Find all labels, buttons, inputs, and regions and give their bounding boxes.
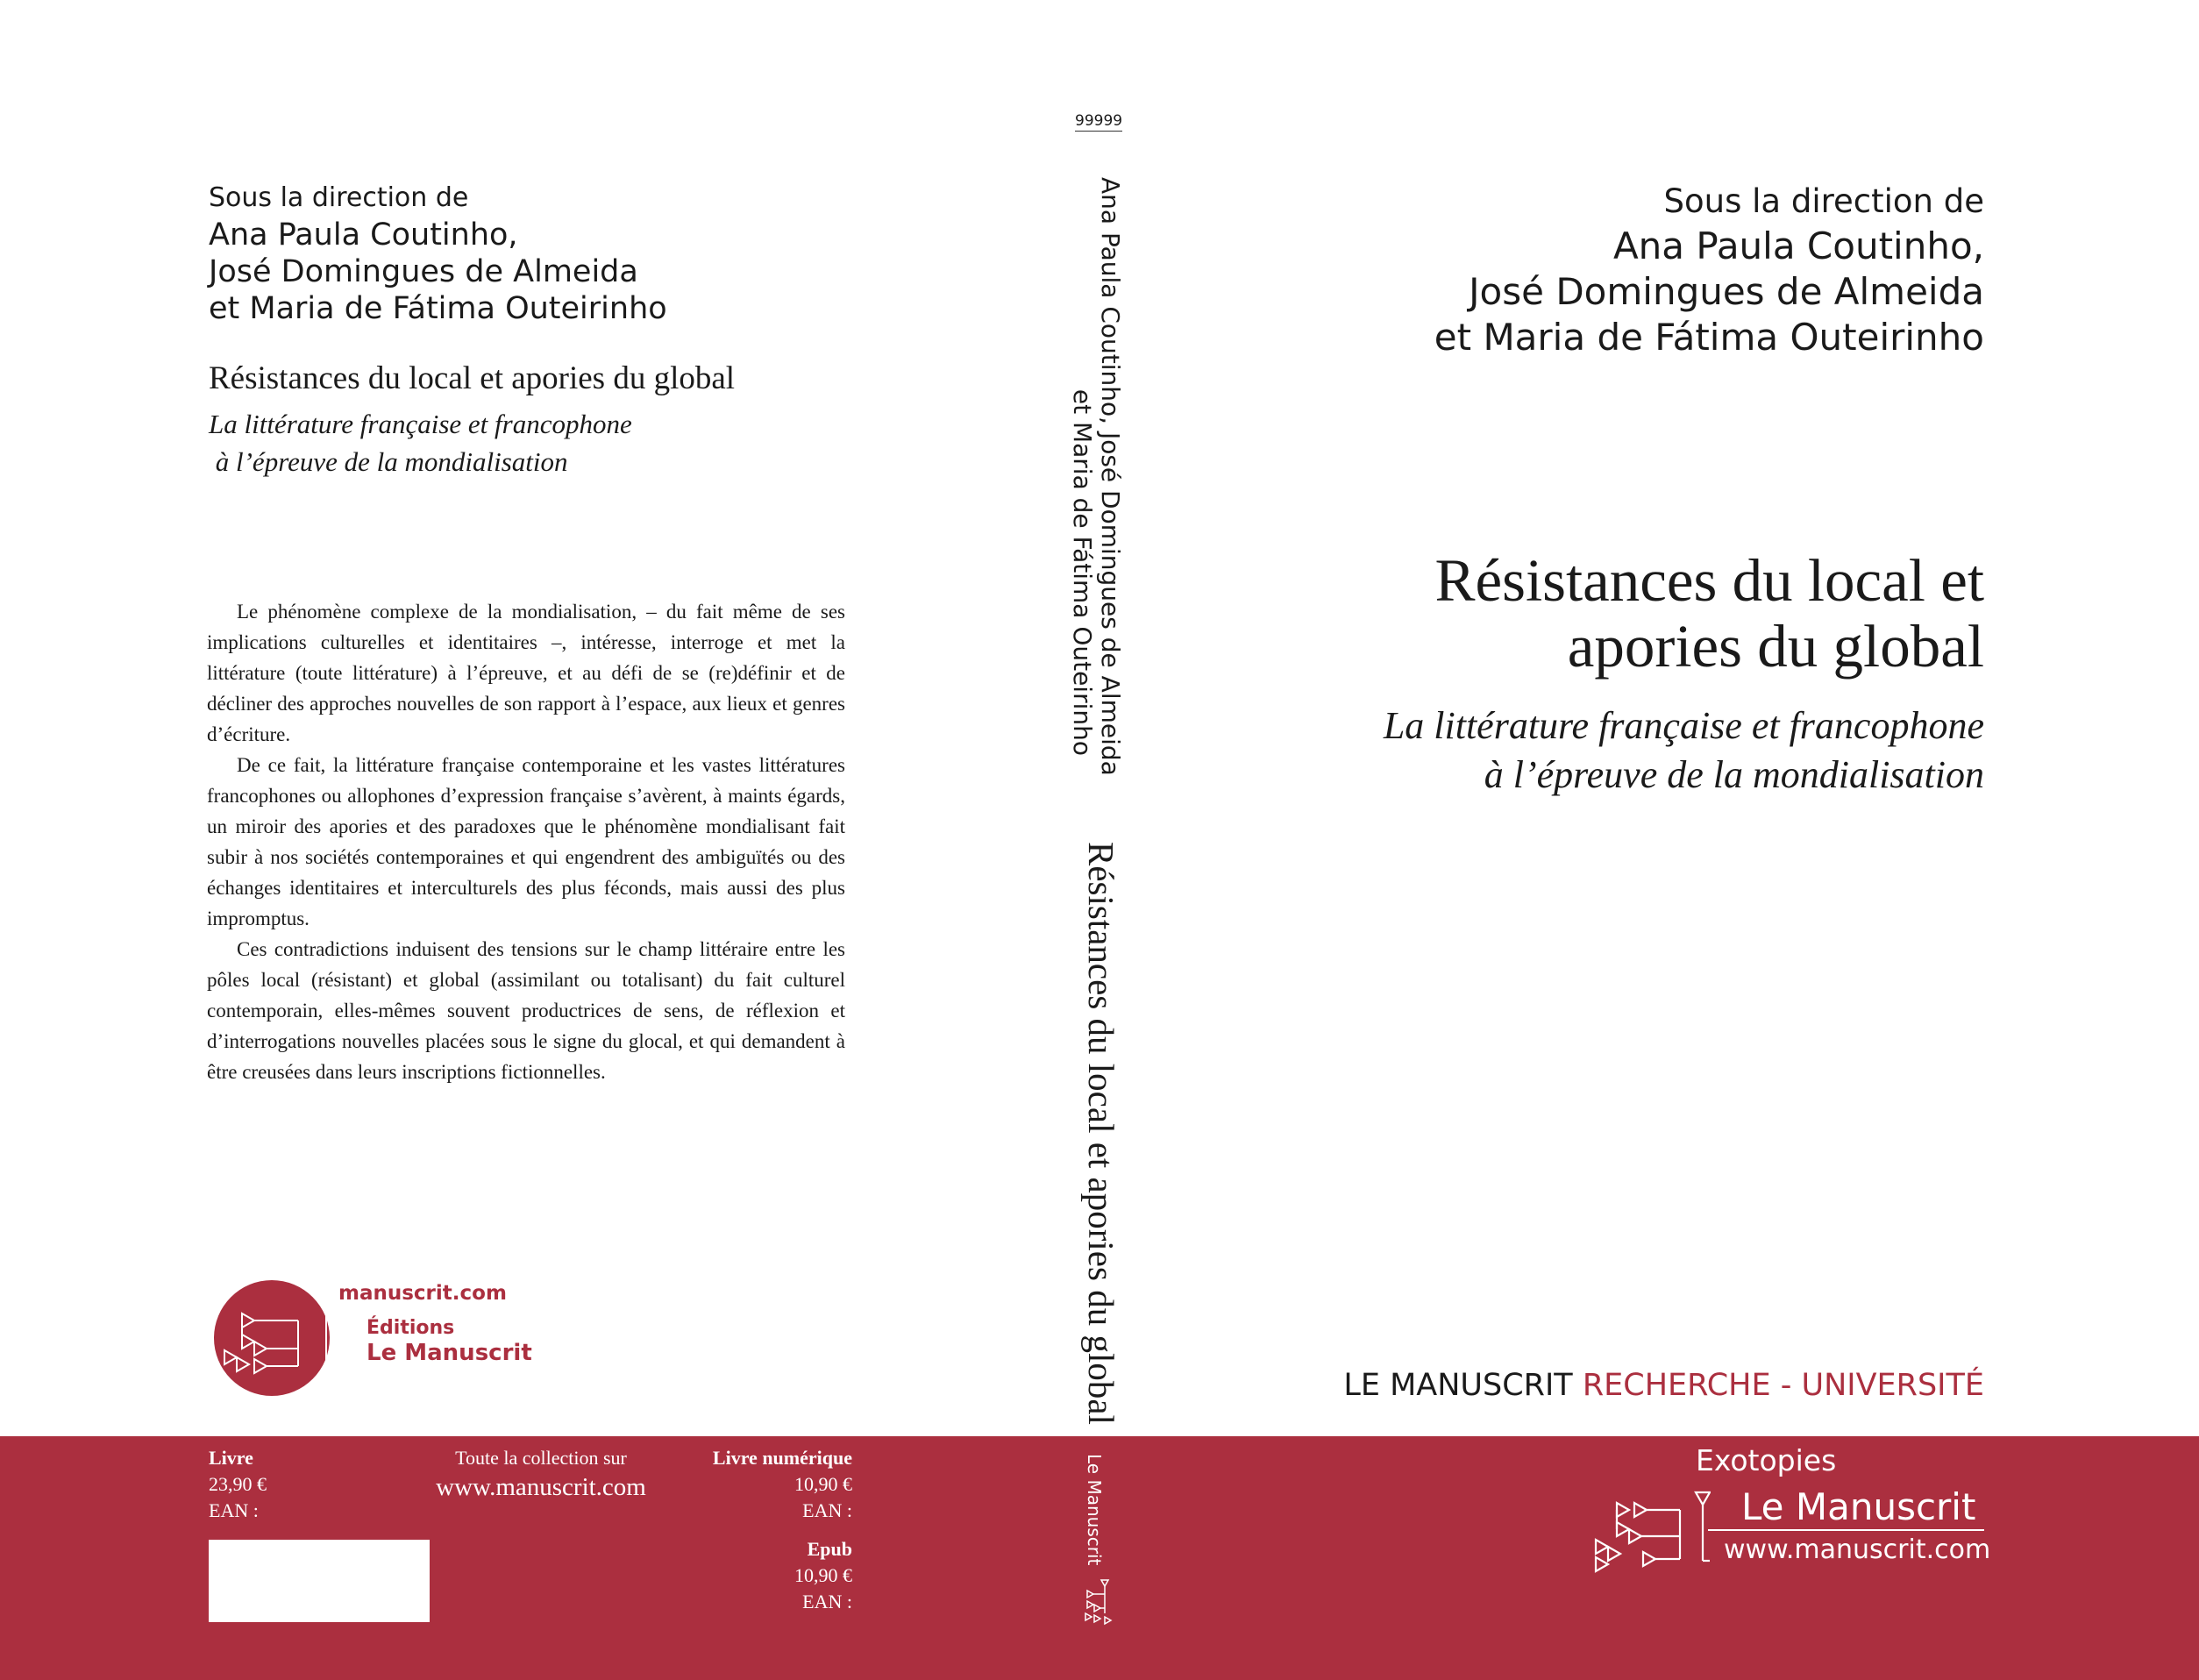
spine-authors-rotated — [1068, 177, 1125, 776]
logo-publisher-name: Le Manuscrit — [366, 1340, 532, 1366]
spine-authors-line-2: et Maria de Fátima Outeirinho — [1068, 388, 1097, 756]
front-title-line-2: apories du global — [1567, 613, 1984, 680]
book-ean: EAN : — [209, 1499, 259, 1521]
front-author-2: José Domingues de Almeida — [1469, 270, 1984, 313]
front-publisher-name: Le Manuscrit — [1741, 1485, 1976, 1528]
back-subtitle-line-1: La littérature française et francophone — [209, 409, 632, 439]
back-author-3: et Maria de Fátima Outeirinho — [209, 291, 667, 326]
back-direction-label: Sous la direction de — [209, 182, 469, 213]
spine-authors-line-1: Ana Paula Coutinho, José Domingues de Almeida — [1096, 177, 1125, 776]
publisher-logo — [214, 1280, 530, 1403]
collection-publisher: LE MANUSCRIT — [1343, 1368, 1573, 1403]
logo-site: manuscrit.com — [338, 1282, 507, 1305]
spine-publisher-text: Le Manuscrit — [1084, 1454, 1105, 1566]
collection-series: RECHERCHE - UNIVERSITÉ — [1582, 1368, 1984, 1403]
collection-url: www.manuscrit.com — [436, 1473, 646, 1501]
epub-label: Epub — [807, 1538, 852, 1560]
back-title: Résistances du local et apories du global — [209, 360, 736, 396]
digital-price-block — [684, 1445, 852, 1615]
book-label: Livre — [209, 1447, 253, 1469]
front-cover-editors — [1434, 180, 1984, 360]
digital-ean: EAN : — [802, 1499, 852, 1521]
digital-label: Livre numérique — [712, 1447, 852, 1469]
barcode-area — [209, 1540, 430, 1622]
back-author-2: José Domingues de Almeida — [209, 254, 638, 289]
network-tree-icon-front — [1592, 1491, 1711, 1584]
front-subtitle — [1384, 701, 1984, 800]
print-price-block — [209, 1445, 267, 1524]
blurb-paragraph-2: De ce fait, la littérature française contemporaine et les vastes littératures francophones ou allophones d’expression française s’avèrent, à maints égards, un miroir des apories et des paradoxes que le phénomène mondialisant fait subir à nos sociétés contemporaines et qui engendrent des ambiguïtés ou des échanges identitaires et interculturels des plus féconds, mais aussi des plus impromptus. — [207, 754, 845, 929]
front-url: www.manuscrit.com — [1724, 1534, 1991, 1565]
back-subtitle — [209, 405, 632, 481]
front-subtitle-line-2: à l’épreuve de la mondialisation — [1484, 753, 1984, 796]
spine-network-icon — [1082, 1578, 1117, 1629]
collection-name — [1343, 1368, 1984, 1403]
back-cover-editors — [209, 180, 667, 327]
back-blurb — [207, 596, 845, 1087]
front-logo-rule — [1708, 1529, 1984, 1531]
front-direction-label: Sous la direction de — [1663, 182, 1984, 220]
spine-title-text: Résistances du local et apories du global — [1081, 842, 1121, 1425]
series-name: Exotopies — [1696, 1443, 1837, 1477]
book-price: 23,90 € — [209, 1473, 267, 1495]
epub-price: 10,90 € — [794, 1564, 852, 1586]
front-title — [1434, 548, 1984, 680]
logo-editions: Éditions — [366, 1317, 455, 1339]
front-title-line-1: Résistances du local et — [1434, 547, 1984, 614]
back-author-1: Ana Paula Coutinho, — [209, 217, 518, 253]
collection-note: Toute la collection sur — [455, 1447, 627, 1469]
blurb-paragraph-1: Le phénomène complexe de la mondialisation, – du fait même de ses implications culturelles et identitaires –, intéresse, interroge et met la littérature (toute littérature) à l’épreuve, et au défi de se (re)définir et de décliner des approches nouvelles de son rapport à l’espace, aux lieux et genres d’écriture. — [207, 601, 845, 745]
spine-code: 99999 — [1075, 112, 1123, 130]
front-subtitle-line-1: La littérature française et francophone — [1383, 704, 1984, 747]
epub-ean: EAN : — [802, 1591, 852, 1612]
front-author-3: et Maria de Fátima Outeirinho — [1434, 316, 1984, 359]
collection-link-block — [414, 1445, 668, 1503]
back-subtitle-line-2: à l’épreuve de la mondialisation — [209, 446, 568, 477]
digital-price: 10,90 € — [794, 1473, 852, 1495]
blurb-paragraph-3: Ces contradictions induisent des tensions sur le champ littéraire entre les pôles local (résistant) et global (assimilant ou totalisant) du fait culturel contemporain, elles-mêmes souvent productrices de sens, de réflexion et d’interrogations nouvelles placées sous le signe du glocal, et qui demandent à être creusées dans leurs inscriptions fictionnelles. — [207, 938, 845, 1083]
front-author-1: Ana Paula Coutinho, — [1612, 224, 1984, 267]
